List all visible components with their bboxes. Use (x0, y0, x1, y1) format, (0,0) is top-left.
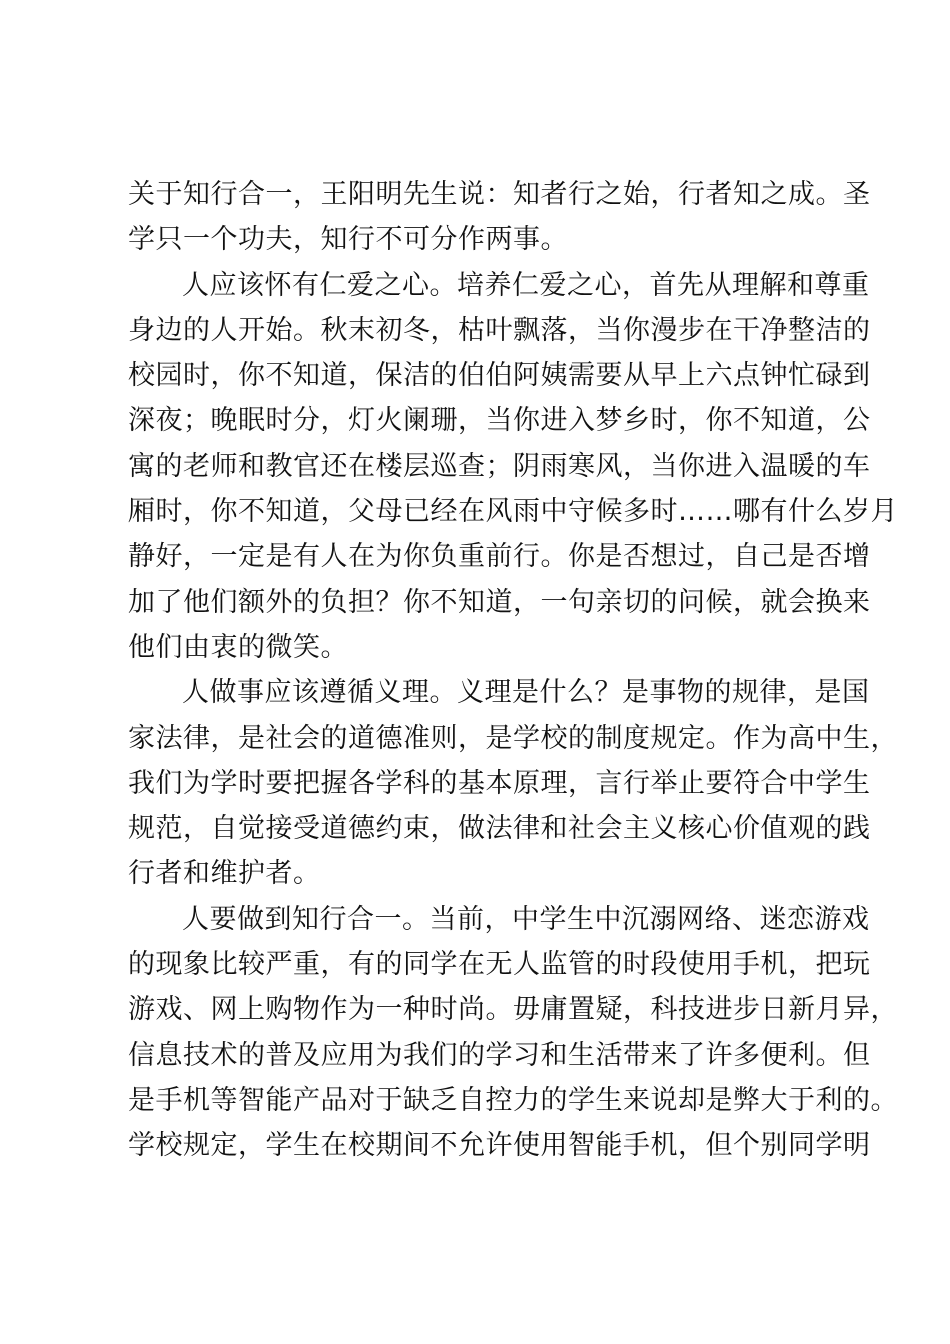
text-line: 加了他们额外的负担？你不知道，一句亲切的问候，就会换来 (128, 586, 871, 618)
text-line: 学只一个功夫，知行不可分作两事。 (128, 224, 568, 256)
text-line: 的现象比较严重，有的同学在无人监管的时段使用手机，把玩 (128, 949, 871, 981)
text-line: 身边的人开始。秋末初冬，枯叶飘落，当你漫步在干净整洁的 (128, 314, 871, 346)
text-line: 我们为学时要把握各学科的基本原理，言行举止要符合中学生 (128, 767, 871, 799)
text-line: 关于知行合一，王阳明先生说：知者行之始，行者知之成。圣 (128, 179, 871, 210)
text-line: 寓的老师和教官还在楼层巡查；阴雨寒风，当你进入温暖的车 (128, 450, 871, 482)
text-line: 厢时，你不知道，父母已经在风雨中守候多时……哪有什么岁月 (128, 496, 898, 528)
text-line: 学校规定，学生在校期间不允许使用智能手机，但个别同学明 (128, 1130, 871, 1162)
text-line: 深夜；晚眠时分，灯火阑珊，当你进入梦乡时，你不知道，公 (128, 405, 871, 437)
text-line: 行者和维护者。 (128, 858, 321, 890)
text-line: 是手机等智能产品对于缺乏自控力的学生来说却是弊大于利的。 (128, 1084, 898, 1116)
paragraph-start-line: 人做事应该遵循义理。义理是什么？是事物的规律，是国 (182, 677, 870, 709)
text-line: 信息技术的普及应用为我们的学习和生活带来了许多便利。但 (128, 1039, 871, 1071)
text-line: 游戏、网上购物作为一种时尚。毋庸置疑，科技进步日新月异， (128, 994, 898, 1026)
paragraph-start-line: 人应该怀有仁爱之心。培养仁爱之心，首先从理解和尊重 (182, 269, 870, 301)
text-line: 他们由衷的微笑。 (128, 631, 348, 663)
body-text (128, 172, 898, 1169)
text-line: 校园时，你不知道，保洁的伯伯阿姨需要从早上六点钟忙碌到 (128, 360, 871, 392)
paragraph-start-line: 人要做到知行合一。当前，中学生中沉溺网络、迷恋游戏 (182, 903, 870, 935)
text-line: 规范，自觉接受道德约束，做法律和社会主义核心价值观的践 (128, 813, 871, 845)
text-line: 家法律，是社会的道德准则，是学校的制度规定。作为高中生， (128, 722, 898, 754)
text-line: 静好，一定是有人在为你负重前行。你是否想过，自己是否增 (128, 541, 871, 573)
